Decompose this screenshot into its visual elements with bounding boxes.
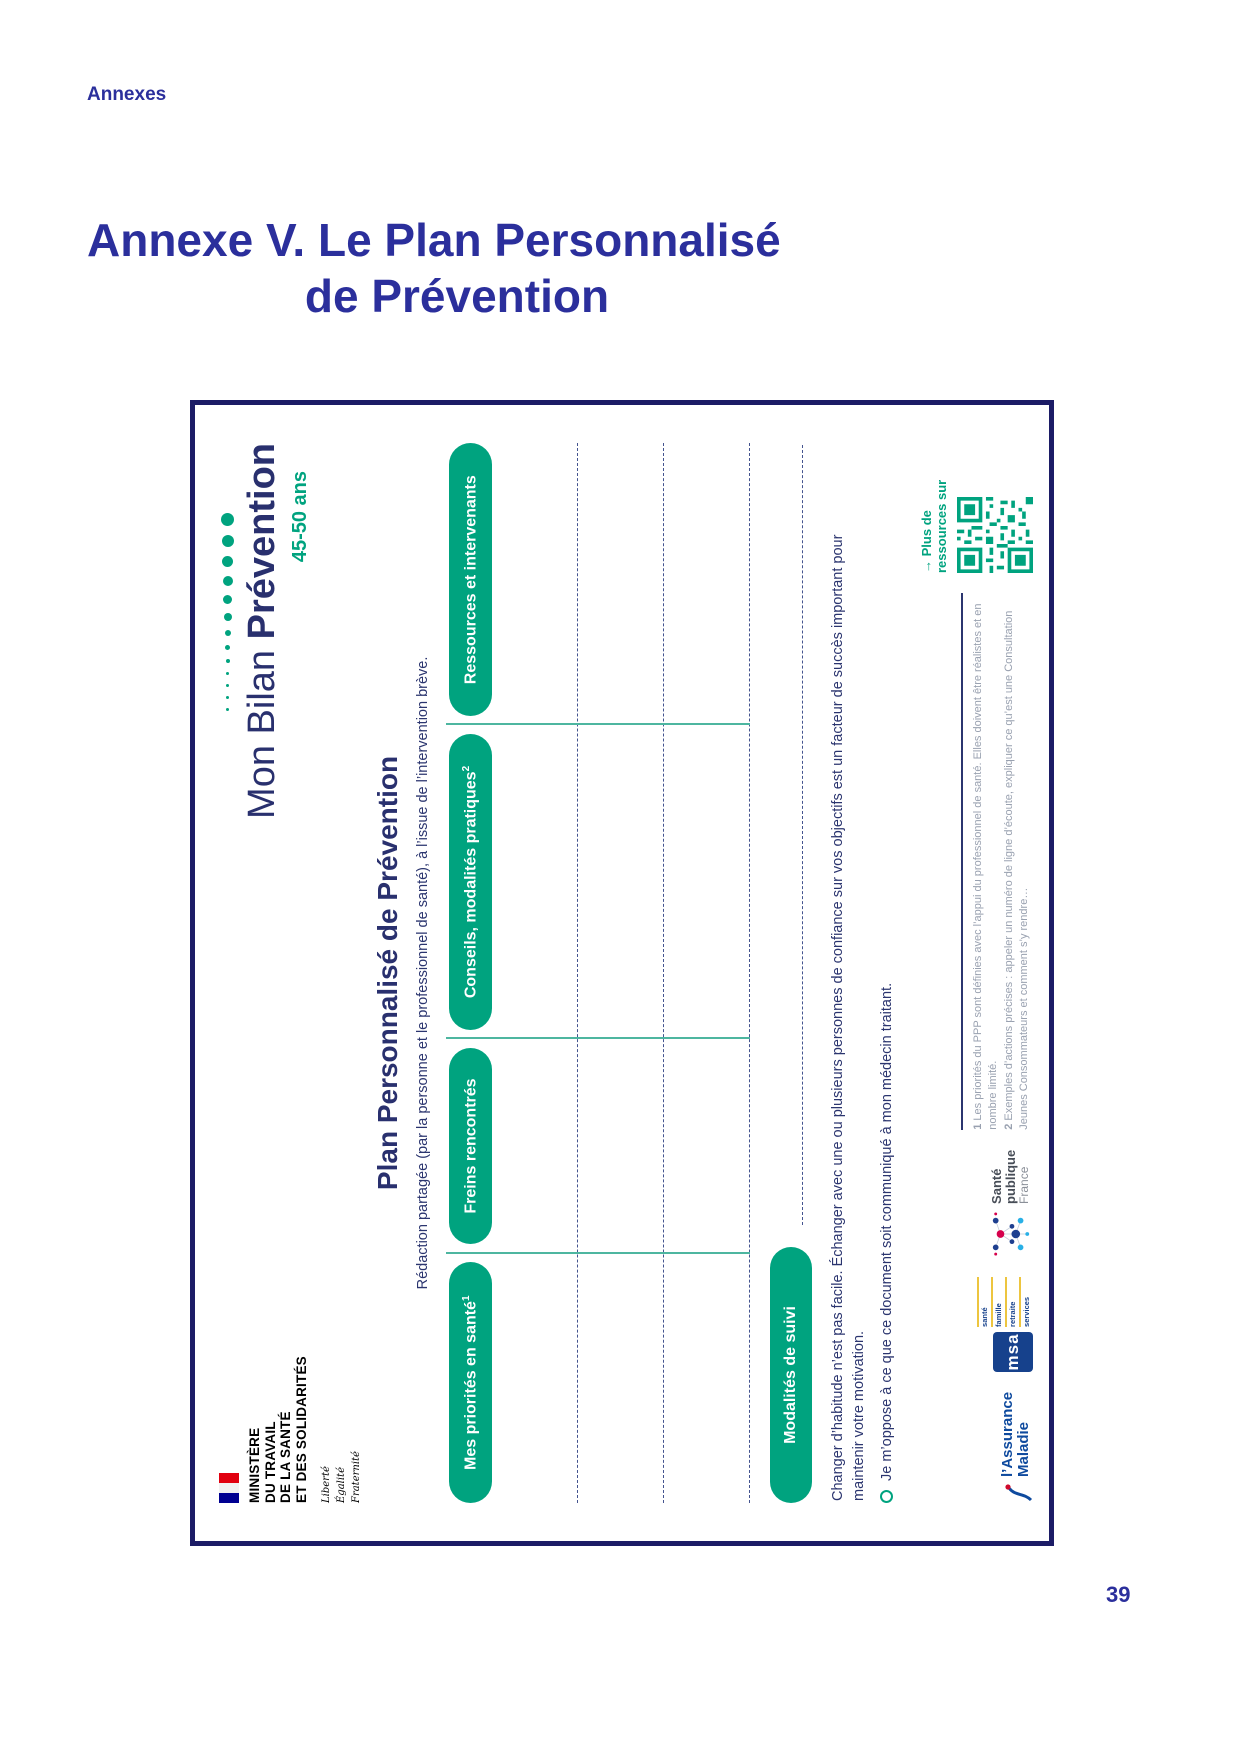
ministry-name-line: ET DES SOLIDARITÉS: [293, 1356, 309, 1503]
flyer-rotated-content: [195, 405, 1049, 1541]
dots-trail-decoration: [221, 513, 234, 711]
optout-circle-checkbox: [880, 1490, 893, 1503]
page-title: [87, 212, 827, 324]
writing-line: [664, 443, 750, 1503]
column-header-conseils: Conseils, modalités pratiques$^2$: [449, 734, 492, 1029]
sante-publique-france-logo: [989, 1150, 1033, 1257]
msa-logo: [977, 1277, 1033, 1372]
followup-pill: Modalités de suivi: [770, 1247, 812, 1503]
age-range-label: 45-50 ans: [289, 471, 311, 563]
column-header-freins: Freins rencontrés: [449, 1048, 492, 1245]
ministry-name-line: DE LA SANTÉ: [278, 1411, 294, 1503]
republic-motto: [319, 1356, 364, 1503]
flyer-frame: [190, 400, 1054, 1546]
flyer-heading: Plan Personnalisé de Prévention: [371, 755, 403, 1191]
caduceus-figure-icon: [1005, 1483, 1033, 1503]
section-label: Annexes: [87, 84, 167, 105]
column-header-ressources: Ressources et intervenants: [449, 443, 492, 716]
footnote-2: 2 Exemples d’actions précises : appeler un numéro de ligne d’écoute, expliquer ce qu’est une Consultation Jeunes Consommateurs et comment s’y rendre…: [1002, 610, 1031, 1130]
ministry-name-line: MINISTÈRE: [247, 1427, 262, 1503]
motto-line: Égalité: [335, 1467, 347, 1503]
flyer-footer: [919, 443, 1033, 1503]
prevention-plan-table: [449, 443, 750, 1503]
footnote-ref: 1: [460, 1295, 472, 1302]
qr-code: [957, 497, 1033, 573]
mon-bilan-prevention-brand: [219, 443, 312, 819]
footnotes: [961, 593, 1033, 1130]
msa-services: santé famille retraite services: [977, 1277, 1033, 1327]
page-number: 39: [1106, 1582, 1131, 1607]
ministry-logo: [219, 1356, 364, 1503]
writing-line: [492, 443, 578, 1503]
qr-resources-block: [919, 443, 1033, 573]
optout-row: [879, 443, 895, 1503]
assurance-maladie-logo: [1000, 1392, 1032, 1503]
motto-line: Fraternité: [350, 1451, 362, 1503]
motivation-paragraph: Changer d’habitude n’est pas facile. Échanger avec une ou plusieurs personnes de confiance sur vos objectifs est un facteur de succès important pour maintenir votre motivation.: [829, 534, 867, 1501]
assurance-maladie-text: l’Assurance Maladie: [999, 1391, 1033, 1477]
spf-text: Santé publique France: [989, 1149, 1032, 1204]
followup-row: [770, 443, 812, 1503]
page-title-line1: Annexe V. Le Plan Personnalisé: [87, 214, 781, 266]
ministry-name-line: DU TRAVAIL: [262, 1421, 278, 1503]
qr-label: → Plus de ressources sur: [918, 479, 950, 573]
arrow-right-icon: →: [918, 560, 934, 573]
spf-dots-icon: [989, 1211, 1033, 1257]
footnote-ref: 2: [460, 765, 472, 772]
writing-area: [492, 443, 750, 1503]
writing-line: [578, 443, 664, 1503]
ministry-name: [247, 1356, 310, 1503]
motto-line: Liberté: [320, 1466, 332, 1503]
msa-monogram: msa: [993, 1332, 1033, 1372]
writing-line: [802, 445, 803, 1225]
footnote-1: 1 Les priorités du PPP sont définies avec l’appui du professionnel de santé. Elles doivent être réalistes et en nombre limité.: [972, 603, 1000, 1130]
column-headers: [449, 443, 492, 1503]
french-flag-icon: [219, 1473, 239, 1503]
column-header-priorites: Mes priorités en santé$^1$: [449, 1262, 492, 1503]
brand-title-bold: Prévention: [241, 443, 283, 640]
brand-title: [241, 443, 284, 819]
page-title-line2: de Prévention: [304, 270, 610, 323]
flyer-header: [219, 443, 364, 1503]
optout-text: Je m’oppose à ce que ce document soit communiqué à mon médecin traitant.: [878, 982, 895, 1481]
flyer-subheading: Rédaction partagée (par la personne et le professionnel de santé), à l’issue de l’intervention brève.: [414, 656, 431, 1290]
brand-title-regular: Mon Bilan: [241, 649, 283, 819]
